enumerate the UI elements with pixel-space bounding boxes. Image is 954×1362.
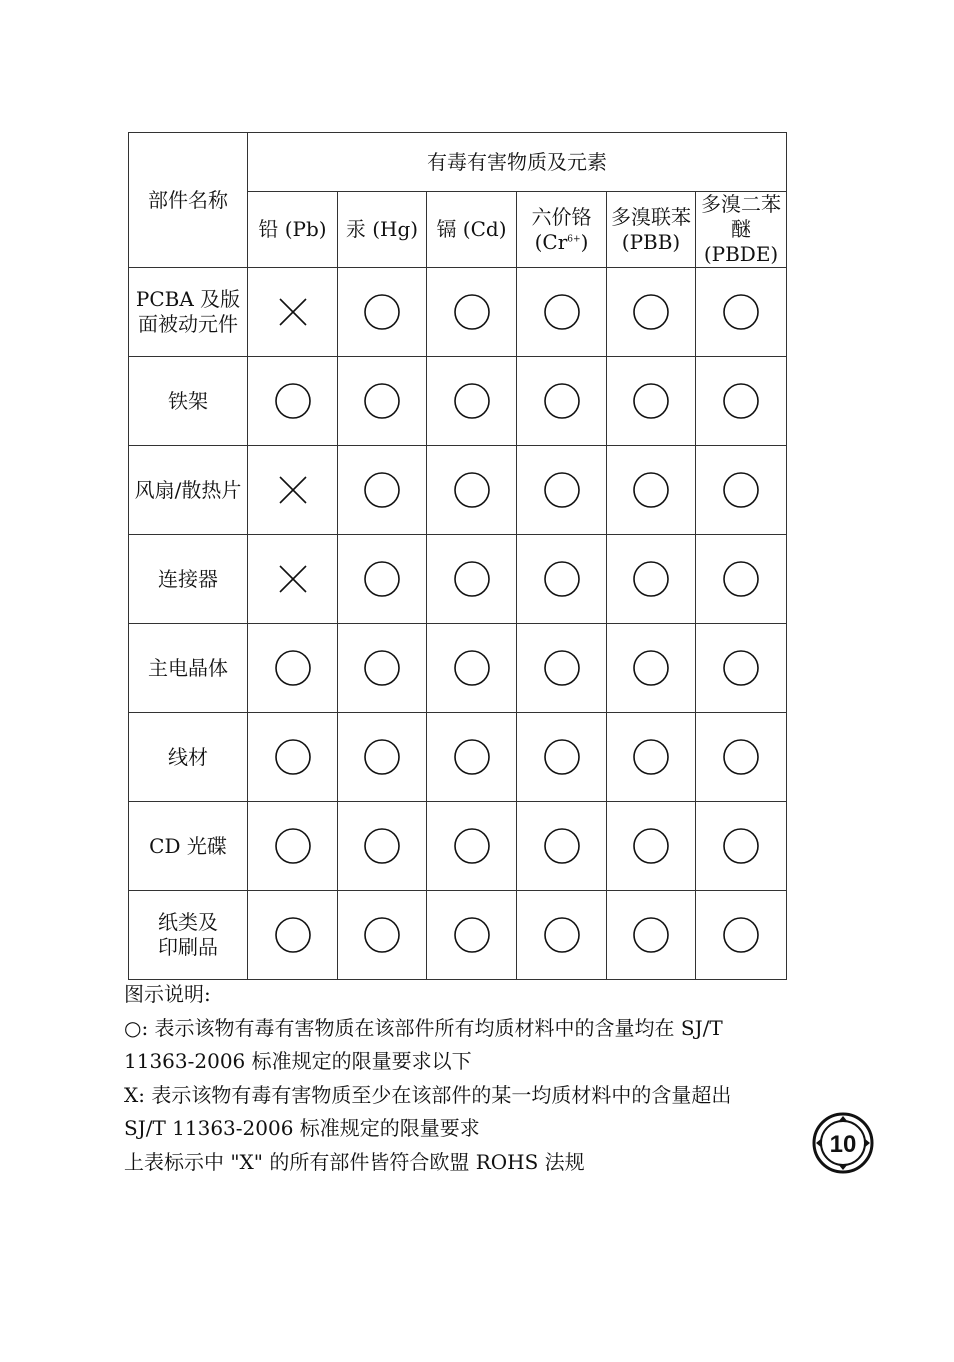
- table-row: [129, 713, 787, 802]
- substance-mark-cell: [517, 357, 607, 446]
- circle-mark-icon: [454, 294, 490, 330]
- substance-mark-cell: [427, 357, 517, 446]
- circle-mark-icon: [633, 294, 669, 330]
- table-row: [129, 624, 787, 713]
- part-name-line2: 印刷品: [158, 935, 218, 959]
- part-name-cell: [129, 624, 248, 713]
- circle-mark-icon: [364, 294, 400, 330]
- substance-header-line2-text: 醚(PBDE): [703, 217, 779, 266]
- table-row: [129, 891, 787, 980]
- table-row: [129, 446, 787, 535]
- part-name-cell: [129, 357, 248, 446]
- circle-mark-icon: [454, 383, 490, 419]
- substance-mark-cell: [427, 446, 517, 535]
- hazardous-substance-table: [128, 132, 787, 980]
- substance-mark-cell: [517, 268, 607, 357]
- substance-mark-cell: [427, 802, 517, 891]
- substance-mark-cell: [696, 802, 787, 891]
- part-name-header: 部件名称: [129, 133, 248, 268]
- part-name-line1: PCBA 及版: [135, 287, 241, 311]
- circle-mark-icon: [723, 828, 759, 864]
- substance-header-line2-text: (Cr: [534, 229, 568, 254]
- substance-header-5: [696, 192, 787, 268]
- header-row-1: [129, 133, 787, 192]
- legend-cross-line-1: X: 表示该物有毒有害物质至少在该部件的某一均质材料中的含量超出: [124, 1082, 732, 1107]
- part-name-cell: [129, 446, 248, 535]
- part-name-cell: [129, 802, 248, 891]
- substance-mark-cell: [427, 624, 517, 713]
- circle-mark-icon: [454, 917, 490, 953]
- circle-mark-icon: [723, 739, 759, 775]
- substance-mark-cell: [248, 891, 338, 980]
- circle-mark-icon: [544, 917, 580, 953]
- substance-header-line1: 汞 (Hg): [345, 217, 419, 241]
- substance-mark-cell: [607, 802, 696, 891]
- legend-circle-line-2: 11363-2006 标准规定的限量要求以下: [124, 1049, 472, 1073]
- substance-mark-cell: [248, 713, 338, 802]
- substance-mark-cell: [517, 802, 607, 891]
- circle-mark-icon: [723, 383, 759, 419]
- cross-mark-icon: [275, 294, 311, 330]
- circle-mark-icon: [723, 917, 759, 953]
- substance-mark-cell: [338, 802, 427, 891]
- substance-mark-cell: [248, 357, 338, 446]
- substance-mark-cell: [338, 624, 427, 713]
- circle-mark-icon: [723, 650, 759, 686]
- substance-header-line2-text: (PBB): [621, 229, 681, 254]
- substance-header-2: [427, 192, 517, 268]
- substance-header-line2: [517, 230, 606, 255]
- substance-header-3: [517, 192, 607, 268]
- legend-circle-line-1: ○: 表示该物有毒有害物质在该部件所有均质材料中的含量均在 SJ/T: [124, 1015, 723, 1040]
- substance-mark-cell: [607, 891, 696, 980]
- substance-mark-cell: [607, 624, 696, 713]
- circle-mark-icon: [275, 650, 311, 686]
- circle-mark-icon: [633, 739, 669, 775]
- substance-mark-cell: [338, 535, 427, 624]
- part-name-cell: [129, 891, 248, 980]
- substance-mark-cell: [338, 891, 427, 980]
- substance-header-1: [338, 192, 427, 268]
- table-body: [129, 268, 787, 980]
- circle-mark-icon: [454, 739, 490, 775]
- circle-mark-icon: [544, 561, 580, 597]
- substance-mark-cell: [696, 624, 787, 713]
- part-name-line1: 主电晶体: [148, 655, 228, 680]
- table-row: [129, 357, 787, 446]
- substance-mark-cell: [607, 446, 696, 535]
- legend-note: 上表标示中 "X" 的所有部件皆符合欧盟 ROHS 法规: [124, 1149, 585, 1174]
- substance-header-superscript: 6+: [567, 233, 581, 244]
- circle-mark-icon: [633, 383, 669, 419]
- table-row: [129, 268, 787, 357]
- environment-friendly-use-period-icon: [812, 1112, 874, 1174]
- part-name-cell: [129, 268, 248, 357]
- substance-mark-cell: [427, 891, 517, 980]
- circle-mark-icon: [275, 917, 311, 953]
- circle-mark-icon: [633, 650, 669, 686]
- substances-group-header: 有毒有害物质及元素: [248, 133, 787, 192]
- substance-mark-cell: [517, 891, 607, 980]
- substance-mark-cell: [427, 535, 517, 624]
- circle-mark-icon: [544, 739, 580, 775]
- substance-mark-cell: [248, 446, 338, 535]
- substance-mark-cell: [248, 268, 338, 357]
- substance-header-line1: 镉 (Cd): [436, 217, 507, 241]
- substance-mark-cell: [696, 357, 787, 446]
- substance-header-line2-end: ): [580, 229, 589, 254]
- circle-mark-icon: [454, 828, 490, 864]
- circle-mark-icon: [454, 472, 490, 508]
- substance-mark-cell: [248, 802, 338, 891]
- substance-mark-cell: [338, 446, 427, 535]
- circle-mark-icon: [544, 472, 580, 508]
- part-name-line1: 纸类及: [158, 910, 218, 934]
- substance-mark-cell: [517, 713, 607, 802]
- table-row: [129, 535, 787, 624]
- substance-mark-cell: [517, 624, 607, 713]
- substance-header-line1: 多溴二苯: [701, 192, 782, 216]
- substance-header-line2: [607, 230, 695, 255]
- part-name-line2: 面被动元件: [138, 312, 238, 336]
- substance-mark-cell: [427, 713, 517, 802]
- circle-mark-icon: [633, 828, 669, 864]
- substance-mark-cell: [696, 535, 787, 624]
- substance-mark-cell: [248, 624, 338, 713]
- substance-mark-cell: [696, 713, 787, 802]
- legend-title: 图示说明:: [124, 982, 211, 1006]
- substance-mark-cell: [696, 891, 787, 980]
- circle-mark-icon: [364, 650, 400, 686]
- substance-mark-cell: [517, 535, 607, 624]
- circle-mark-icon: [275, 383, 311, 419]
- part-name-cell: [129, 535, 248, 624]
- part-name-line1: CD 光碟: [149, 833, 227, 858]
- circle-mark-icon: [544, 294, 580, 330]
- substance-header-line1: 六价铬: [531, 204, 592, 229]
- circle-mark-icon: [544, 650, 580, 686]
- circle-mark-icon: [723, 472, 759, 508]
- substance-mark-cell: [427, 268, 517, 357]
- circle-mark-icon: [723, 561, 759, 597]
- circle-mark-icon: [275, 828, 311, 864]
- substance-mark-cell: [607, 535, 696, 624]
- substance-mark-cell: [607, 268, 696, 357]
- part-name-cell: [129, 713, 248, 802]
- circle-mark-icon: [364, 917, 400, 953]
- circle-mark-icon: [633, 472, 669, 508]
- substance-header-4: [607, 192, 696, 268]
- part-name-line1: 连接器: [158, 566, 218, 591]
- circle-mark-icon: [364, 383, 400, 419]
- cross-mark-icon: [275, 472, 311, 508]
- substance-mark-cell: [607, 357, 696, 446]
- substance-mark-cell: [696, 268, 787, 357]
- substance-mark-cell: [338, 268, 427, 357]
- cross-mark-icon: [275, 561, 311, 597]
- circle-mark-icon: [544, 383, 580, 419]
- circle-mark-icon: [364, 739, 400, 775]
- part-name-line1: 铁架: [168, 388, 208, 413]
- part-name-line1: 风扇/散热片: [134, 477, 242, 502]
- legend-cross-line-2: SJ/T 11363-2006 标准规定的限量要求: [124, 1116, 480, 1140]
- substance-mark-cell: [338, 713, 427, 802]
- substance-mark-cell: [696, 446, 787, 535]
- substance-mark-cell: [517, 446, 607, 535]
- substance-mark-cell: [248, 535, 338, 624]
- circle-mark-icon: [454, 650, 490, 686]
- circle-mark-icon: [544, 828, 580, 864]
- table-row: [129, 802, 787, 891]
- substance-header-line1: 铅 (Pb): [258, 217, 327, 241]
- logo-number: 10: [829, 1131, 857, 1158]
- substance-mark-cell: [338, 357, 427, 446]
- circle-mark-icon: [454, 561, 490, 597]
- circle-mark-icon: [633, 917, 669, 953]
- circle-mark-icon: [633, 561, 669, 597]
- circle-mark-icon: [275, 739, 311, 775]
- circle-mark-icon: [723, 294, 759, 330]
- substance-mark-cell: [607, 713, 696, 802]
- substance-header-0: [248, 192, 338, 268]
- circle-mark-icon: [364, 828, 400, 864]
- substance-header-line2: [696, 217, 786, 267]
- circle-mark-icon: [364, 561, 400, 597]
- substance-header-line1: 多溴联苯: [611, 204, 691, 229]
- circle-mark-icon: [364, 472, 400, 508]
- part-name-line1: 线材: [168, 744, 208, 769]
- legend: [124, 978, 784, 1179]
